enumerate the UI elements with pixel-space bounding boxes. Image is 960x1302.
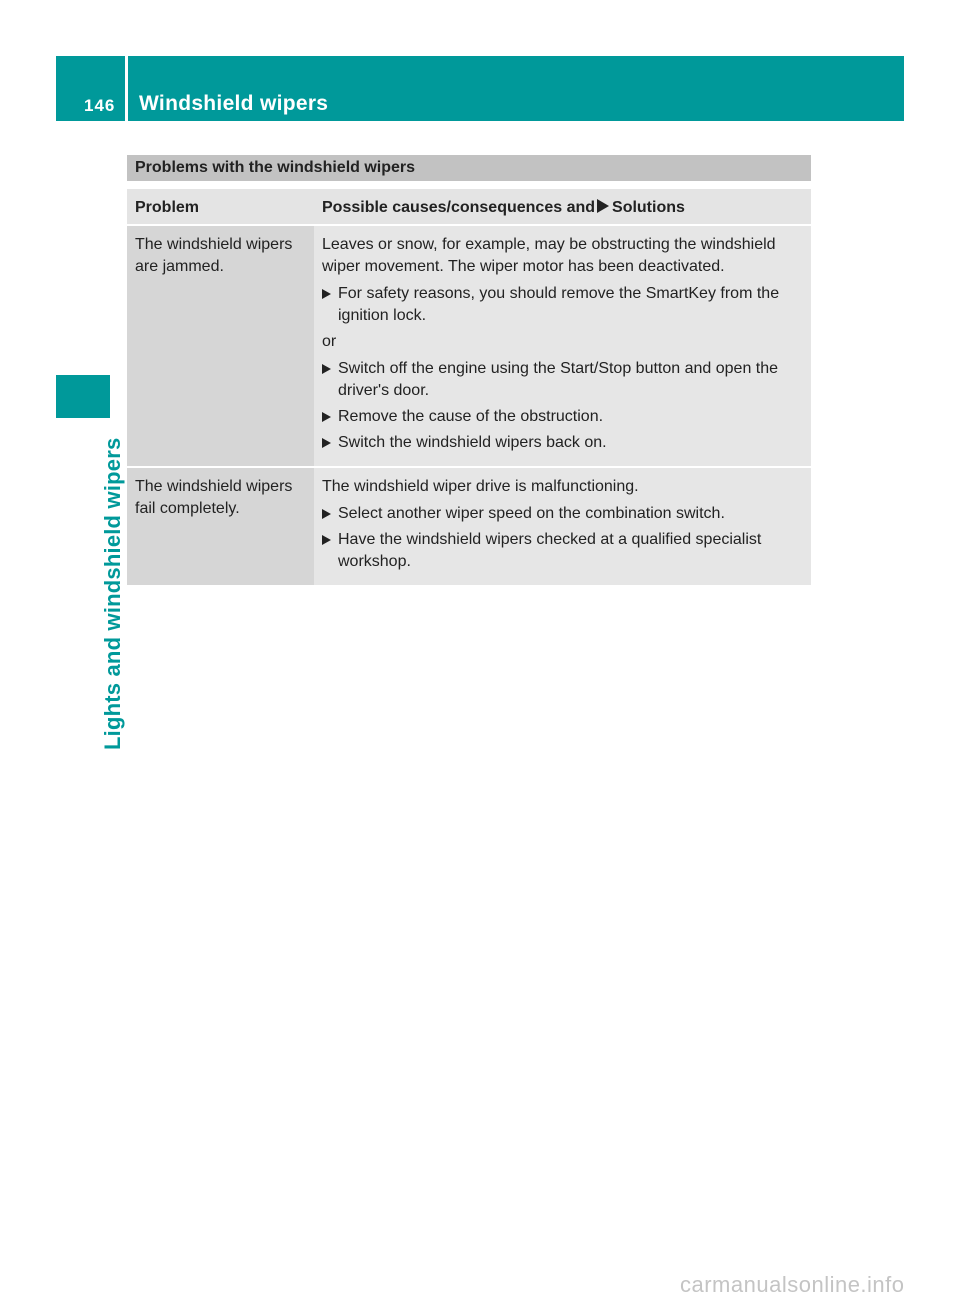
page-number: 146 (84, 96, 116, 115)
solution-step (322, 432, 803, 454)
step-text: Remove the cause of the obstruction. (338, 408, 604, 425)
column-header-causes-suffix: Solutions (612, 199, 685, 216)
solution-cell (314, 226, 811, 466)
solution-step (322, 503, 803, 525)
side-tab-marker (56, 375, 110, 418)
step-text: For safety reasons, you should remove the SmartKey from the ignition lock. (338, 285, 780, 324)
header-divider (125, 56, 128, 121)
table-row (127, 468, 811, 585)
column-header-problem: Problem (127, 189, 314, 224)
solution-cell (314, 468, 811, 585)
solution-step (322, 529, 803, 573)
step-arrow-icon (322, 438, 331, 448)
step-arrow-icon (322, 364, 331, 374)
solution-step (322, 283, 803, 327)
section-title: Windshield wipers (139, 92, 329, 115)
solution-step (322, 406, 803, 428)
problems-table-section (127, 155, 811, 585)
watermark: carmanualsonline.info (680, 1272, 905, 1297)
cause-text: Leaves or snow, for example, may be obstructing the windshield wiper movement. The wiper motor has been deactivated. (322, 236, 776, 275)
step-arrow-icon (322, 509, 331, 519)
solution-step (322, 358, 803, 402)
problem-cell: The windshield wipers are jammed. (127, 226, 314, 466)
step-arrow-icon (322, 412, 331, 422)
problem-cell: The windshield wipers fail completely. (127, 468, 314, 585)
or-text: or (322, 333, 337, 350)
step-text: Select another wiper speed on the combination switch. (338, 505, 725, 522)
step-text: Have the windshield wipers checked at a qualified specialist workshop. (338, 531, 762, 570)
step-text: Switch the windshield wipers back on. (338, 434, 607, 451)
step-arrow-icon (322, 289, 331, 299)
column-header-causes (314, 189, 811, 224)
column-header-causes-prefix: Possible causes/consequences and (322, 199, 596, 216)
table-row (127, 226, 811, 466)
table-header-row (127, 189, 811, 224)
table-title: Problems with the windshield wipers (127, 155, 811, 181)
arrow-right-icon (597, 199, 609, 213)
problems-table (127, 189, 811, 585)
cause-text: The windshield wiper drive is malfunctioning. (322, 478, 639, 495)
step-text: Switch off the engine using the Start/Stop button and open the driver's door. (338, 360, 779, 399)
side-tab-label: Lights and windshield wipers (100, 437, 125, 750)
step-arrow-icon (322, 535, 331, 545)
